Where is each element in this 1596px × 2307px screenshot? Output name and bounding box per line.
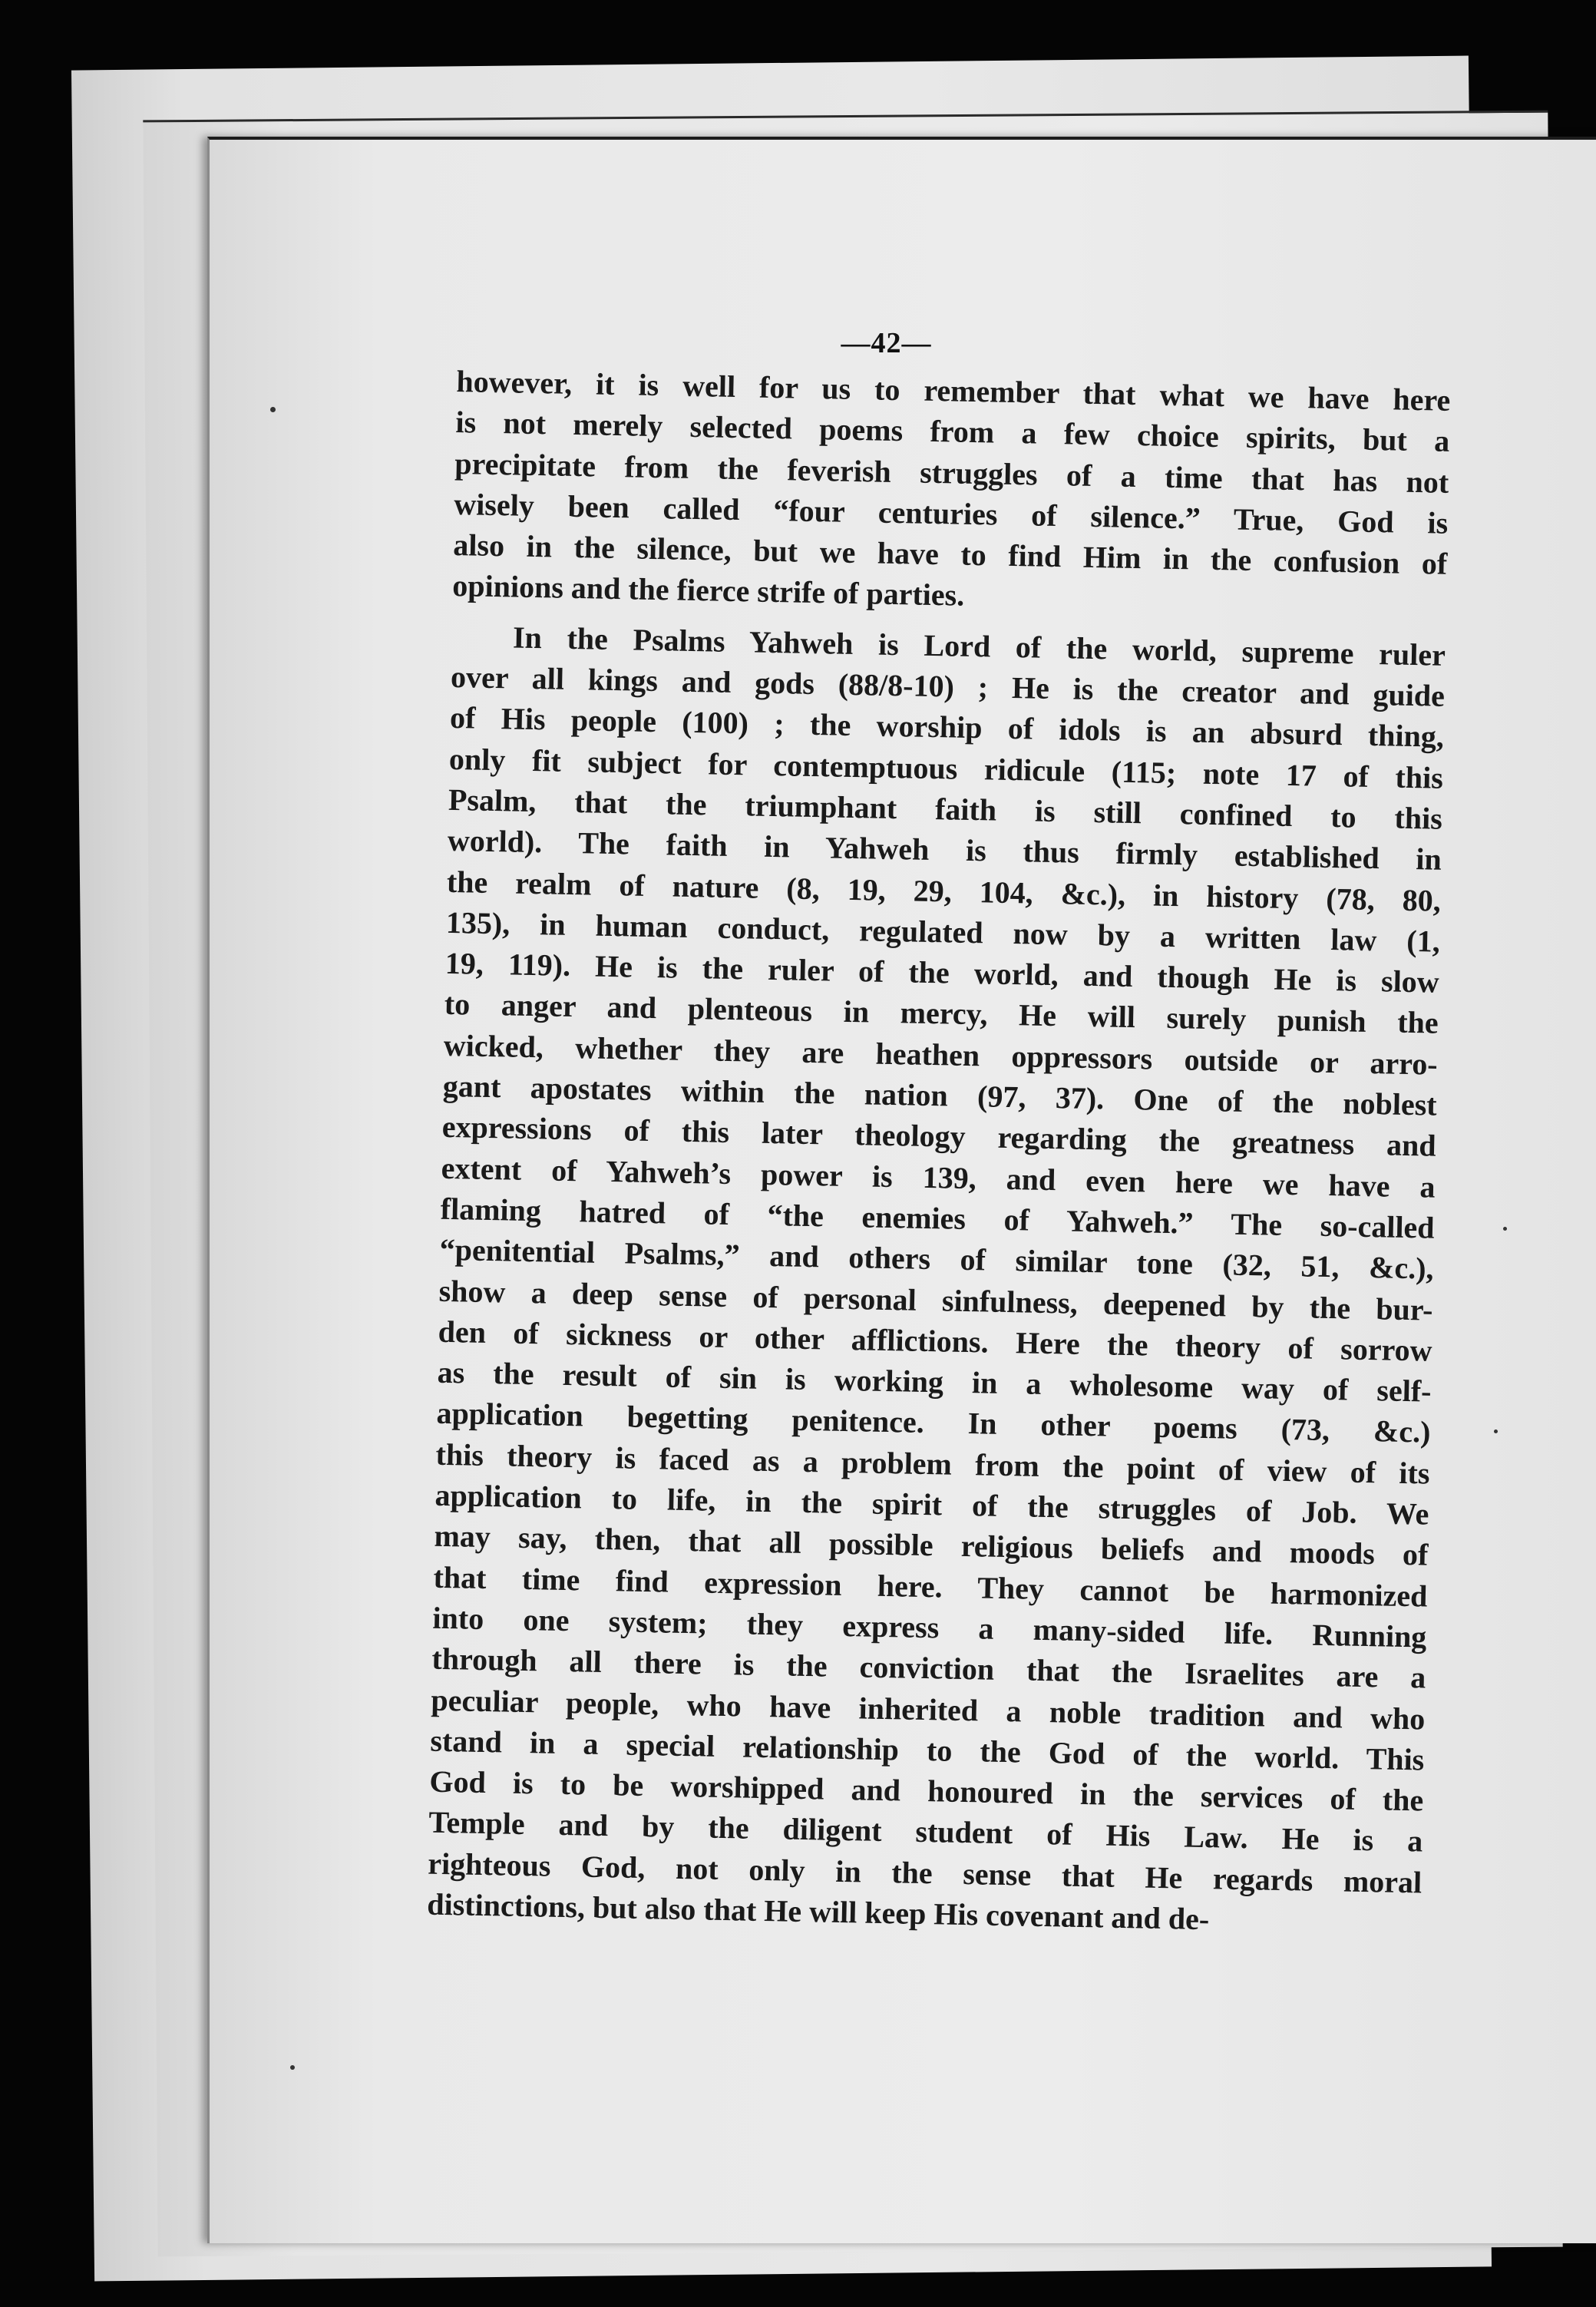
text-line: 19, 119). He is the ruler of the world, and though He is slow (444, 946, 1440, 1000)
text-line: expressions of this later theology regarding the greatness and (441, 1109, 1437, 1164)
text-line: God is to be worshipped and honoured in the services of the (429, 1763, 1424, 1818)
text-line: as the result of sin is working in a wholesome way of self- (437, 1354, 1432, 1409)
text-line: Psalm, that the triumphant faith is still confined to this (448, 782, 1443, 836)
text-line: through all there is the conviction that the Israelites are a (431, 1641, 1426, 1695)
text-line: extent of Yahweh’s power is 139, and even here we have a (441, 1150, 1436, 1205)
text-line: righteous God, not only in the sense that He regards moral (427, 1846, 1423, 1900)
text-line: precipitate from the feverish struggles of a time that has not (454, 445, 1449, 500)
text-line: may say, then, that all possible religious beliefs and moods of (434, 1519, 1429, 1572)
body-text (427, 361, 1451, 1944)
text-line: world). The faith in Yahweh is thus firmly established in (447, 823, 1442, 878)
text-line: gant apostates within the nation (97, 37). One of the noblest (442, 1068, 1438, 1122)
page-number: —42— (841, 327, 932, 359)
print-speck (1494, 1429, 1498, 1433)
text-line: show a deep sense of personal sinfulness, deepened by the bur- (438, 1273, 1433, 1327)
print-speck (290, 2065, 295, 2070)
text-line: distinctions, but also that He will keep His covenant and de- (426, 1886, 1210, 1937)
text-line: only fit subject for contemptuous ridicule (115; note 17 of this (448, 741, 1444, 795)
text-line: opinions and the fierce strife of parties. (451, 568, 965, 613)
print-speck (270, 407, 276, 412)
print-speck (1503, 1227, 1507, 1231)
text-line: peculiar people, who have inherited a noble tradition and who (431, 1682, 1426, 1737)
text-line: that time find expression here. They cannot be harmonized (433, 1559, 1428, 1614)
text-line: In the Psalms Yahweh is Lord of the world, supreme ruler (512, 620, 1446, 673)
text-line: application begetting penitence. In other poems (73, &c.) (436, 1396, 1431, 1450)
text-line: also in the silence, but we have to find Him in the confusion of (452, 527, 1448, 581)
text-line: to anger and plenteous in mercy, He will surely punish the (444, 987, 1439, 1041)
text-line: however, it is well for us to remember that what we have here (456, 363, 1451, 418)
text-line: wicked, whether they are heathen oppressors outside or arro- (443, 1027, 1439, 1082)
text-line: this theory is faced as a problem from the point of view of its (435, 1436, 1430, 1491)
text-line: 135), in human conduct, regulated now by a written law (1, (445, 904, 1441, 959)
text-line: den of sickness or other afflictions. Here the theory of sorrow (438, 1314, 1432, 1368)
text-line: into one system; they express a many-sided life. Running (432, 1600, 1427, 1654)
text-line: application to life, in the spirit of the struggles of Job. We (435, 1477, 1429, 1532)
text-line: “penitential Psalms,” and others of similar tone (32, 51, &c.), (439, 1232, 1434, 1286)
text-line: stand in a special relationship to the God of the world. This (430, 1723, 1425, 1777)
text-line: over all kings and gods (88/8-10) ; He is the creator and guide (450, 659, 1446, 713)
text-line: wisely been called “four centuries of silence.” True, God is (453, 486, 1449, 540)
text-line: flaming hatred of “the enemies of Yahweh.” The so-called (440, 1191, 1435, 1245)
text-line: is not merely selected poems from a few choice spirits, but a (455, 405, 1450, 459)
text-line: Temple and by the diligent student of His Law. He is a (428, 1805, 1423, 1859)
text-line: the realm of nature (8, 19, 29, 104, &c.), in history (78, 80, (446, 864, 1442, 918)
text-line: of His people (100) ; the worship of idols is an absurd thing, (449, 700, 1445, 755)
